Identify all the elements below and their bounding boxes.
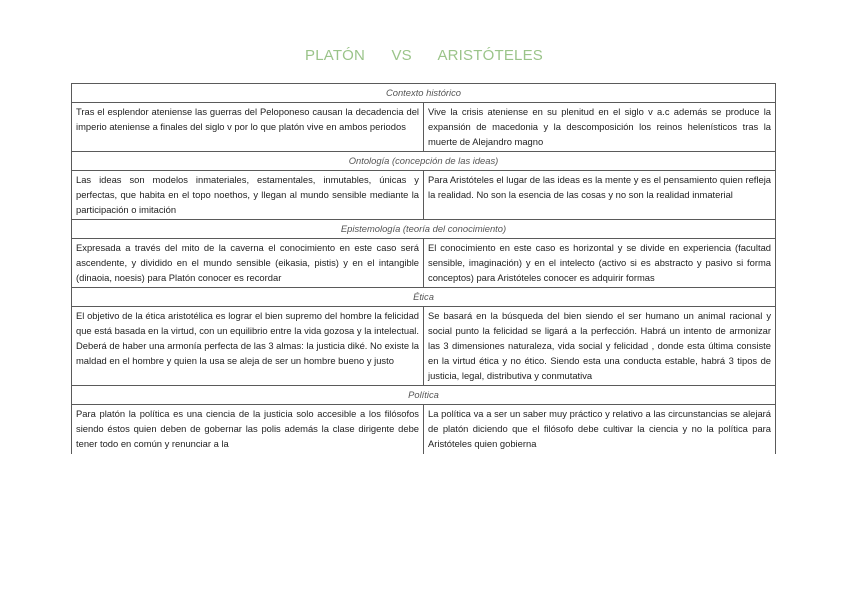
section-heading-contexto: Contexto histórico (72, 84, 776, 103)
cell-aristoteles-etica: Se basará en la búsqueda del bien siendo el ser humano un animal racional y social punto la felicidad se ligará a la perfección. Habrá un intento de armonizar las 3 dimensiones naturaleza, vida social y felicidad , donde esta última consiste en la virtud ética y no ético. Siendo esta una conducta estable, habrá 3 tipos de justicia, legal, distributiva y conmutativa (424, 307, 776, 386)
title-platon: PLATÓN (304, 47, 366, 64)
table-row (72, 103, 776, 152)
title-vs: VS (391, 47, 412, 64)
cell-aristoteles-contexto: Vive la crisis ateniense en su plenitud en el siglo v a.c además se produce la expansión de macedonia y la descomposición los reinos helenísticos tras la muerte de Alejandro magno (424, 103, 776, 152)
cell-platon-politica (72, 405, 424, 455)
section-heading-row (72, 152, 776, 171)
table-row (72, 307, 776, 386)
cell-platon-epistemologia: Expresada a través del mito de la caverna el conocimiento en este caso será ascendente, y dividido en el mundo sensible (eikasia, pistis) y en el intangible (dinaoia, noesis) para Platón conocer es recordar (72, 239, 424, 288)
title-aristoteles: ARISTÓTELES (437, 47, 543, 64)
section-heading-ontologia: Ontología (concepción de las ideas) (72, 152, 776, 171)
cell-platon-contexto: Tras el esplendor ateniense las guerras del Peloponeso causan la decadencia del imperio ateniense a finales del siglo v por lo que platón vive en ambos periodos (72, 103, 424, 152)
section-heading-row (72, 288, 776, 307)
cell-platon-politica-text: Para platón la política es una ciencia de la justicia solo accesible a los filósofos siendo éstos quien deben de gobernar las polis además la clase dirigente debe tener todo en común y renunciar a la (76, 408, 419, 449)
section-heading-epistemologia: Epistemología (teoría del conocimiento) (72, 220, 776, 239)
table-row (72, 171, 776, 220)
cell-aristoteles-ontologia: Para Aristóteles el lugar de las ideas es la mente y es el pensamiento quien refleja la realidad. No son la esencia de las cosas y no son la realidad inmaterial (424, 171, 776, 220)
table-row (72, 405, 776, 455)
section-heading-row (72, 386, 776, 405)
cell-aristoteles-politica-text: La política va a ser un saber muy práctico y relativo a las circunstancias se alejará de platón diciendo que el filósofo debe cultivar la ciencia y no la política para Aristóteles quien gobierna (428, 408, 772, 449)
section-heading-row (72, 220, 776, 239)
comparison-table (71, 83, 776, 454)
cell-platon-etica: El objetivo de la ética aristotélica es lograr el bien supremo del hombre la felicidad que está basada en la virtud, con un equilibrio entre la vida gozosa y la intelectual. Deberá de haber una armonía perfecta de las 3 almas: la justicia diké. No existe la maldad en el hombre y quien la usa se aleja de ser un hombre bueno y justo (72, 307, 424, 386)
cell-platon-ontologia: Las ideas son modelos inmateriales, estamentales, inmutables, únicas y perfectas, que habita en el topo noethos, y llegan al mundo sensible mediante la participación o imitación (72, 171, 424, 220)
cell-aristoteles-epistemologia: El conocimiento en este caso es horizontal y se divide en experiencia (facultad sensible, imaginación) y en el intelecto (activo si es abstracto y pasivo si forma conceptos) para Aristóteles conocer es adquirir formas (424, 239, 776, 288)
section-heading-etica: Ética (72, 288, 776, 307)
section-heading-politica: Política (72, 386, 776, 405)
cell-aristoteles-politica (424, 405, 776, 455)
section-heading-row (72, 84, 776, 103)
page-title (0, 47, 848, 64)
table-row (72, 239, 776, 288)
